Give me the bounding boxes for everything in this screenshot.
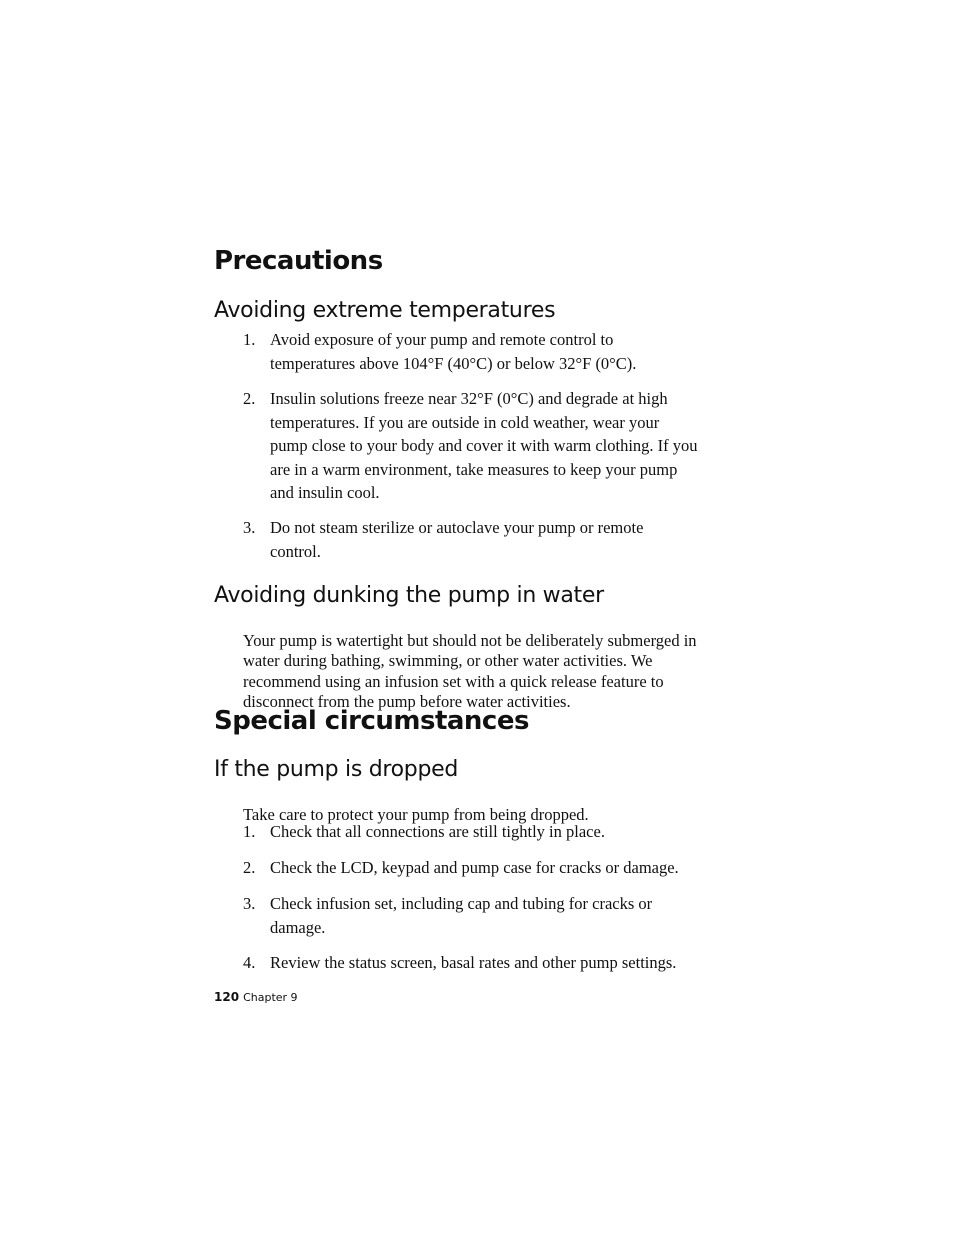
paragraph-dropped-intro: Take care to protect your pump from being dropped. [243,804,589,824]
list-item [243,387,713,505]
section-title-precautions: Precautions [214,246,383,276]
list-item-text: Insulin solutions freeze near 32°F (0°C) and degrade at high temperatures. If you are outside in cold weather, wear your pump close to your body and cover it with warm clothing. If you are in a warm environment, take measures to keep your pump and insulin cool. [270,389,698,502]
subsection-title-pump-dropped: If the pump is dropped [214,757,459,782]
list-item-number: 3. [243,518,256,537]
list-item-text: Check that all connections are still tightly in place. [270,822,605,841]
page-number: 120 [214,990,240,1004]
list-item [243,516,713,563]
chapter-label: Chapter 9 [243,991,298,1004]
list-item [243,328,713,375]
subsection-title-dunking-in-water: Avoiding dunking the pump in water [214,583,604,608]
section-title-special-circumstances: Special circumstances [214,706,529,736]
paragraph-water: Your pump is watertight but should not be deliberately submerged in water during bathing, swimming, or other water activities. We recommend using an infusion set with a quick release feature to disconnect from the pump before water activities. [243,630,697,711]
list-item-number: 2. [243,389,256,408]
list-item-number: 3. [243,894,256,913]
list-item-text: Check infusion set, including cap and tubing for cracks or damage. [270,894,653,937]
subsection-title-extreme-temperatures: Avoiding extreme temperatures [214,298,556,323]
list-item-number: 1. [243,822,256,841]
list-item [243,820,713,844]
list-item-text: Review the status screen, basal rates and other pump settings. [270,953,677,972]
list-item-text: Avoid exposure of your pump and remote control to temperatures above 104°F (40°C) or below 32°F (0°C). [270,330,637,373]
page-footer [214,990,298,1004]
list-item-number: 4. [243,953,256,972]
list-item [243,856,713,880]
list-item-number: 2. [243,858,256,877]
list-item-text: Check the LCD, keypad and pump case for cracks or damage. [270,858,679,877]
list-item-number: 1. [243,330,256,349]
list-item [243,892,713,939]
list-item [243,951,713,975]
list-item-text: Do not steam sterilize or autoclave your pump or remote control. [270,518,644,561]
